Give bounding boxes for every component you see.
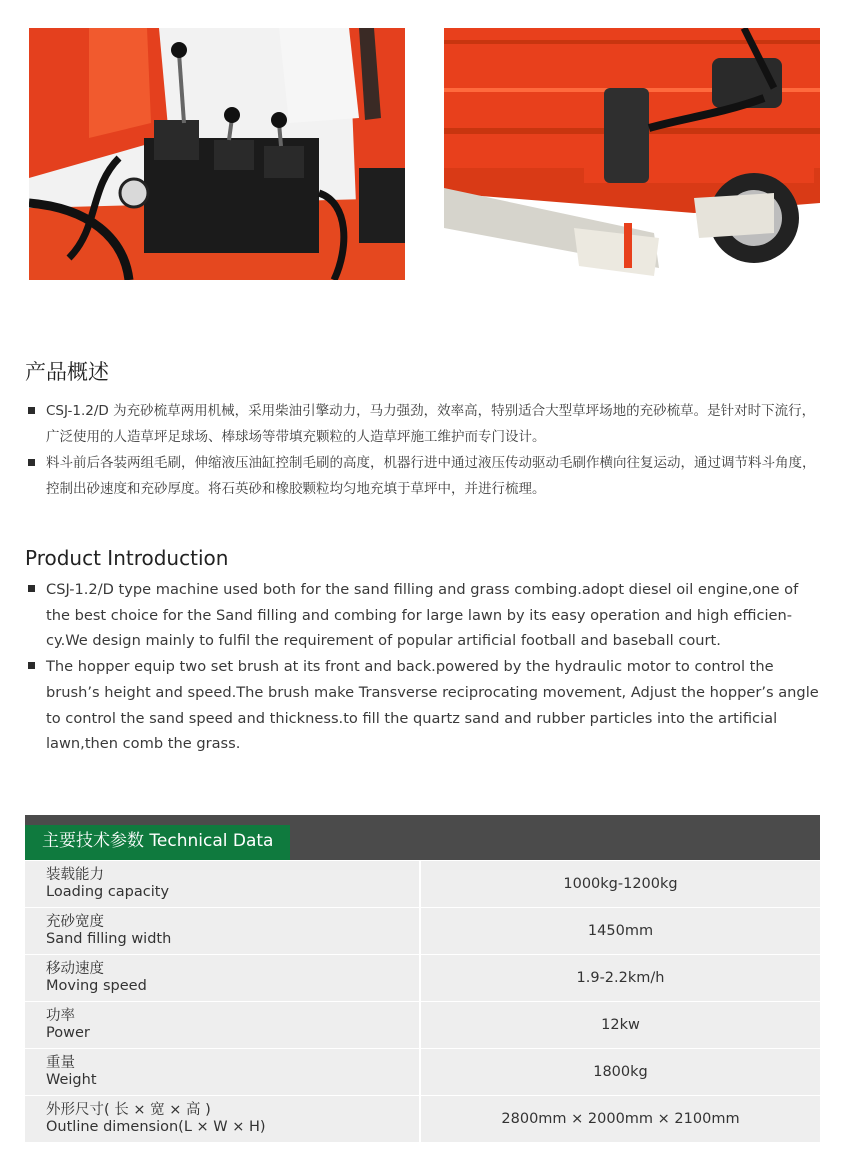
table-row	[25, 1096, 820, 1143]
list-item: The hopper equip two set brush at its front and back.powered by the hydraulic motor to control the brush’s height and speed.The brush make Transverse reciprocating movement, Adjust the hopper’s angle to control the sand speed and thickness.to fill the quartz sand and rubber particles into the artificial lawn,then comb the grass.	[25, 654, 825, 757]
table-row	[25, 1002, 820, 1049]
param-label: 装载能力 Loading capacity	[25, 861, 420, 908]
technical-data-header	[25, 815, 820, 860]
overview-title-en: Product Introduction	[25, 546, 229, 570]
param-label: 充砂宽度 Sand filling width	[25, 908, 420, 955]
control-cab-photo	[29, 28, 405, 280]
overview-list-en	[25, 577, 825, 757]
table-row	[25, 955, 820, 1002]
square-bullet-icon	[28, 459, 35, 466]
overview-list-zh	[25, 398, 825, 502]
technical-data-title: 主要技术参数 Technical Data	[25, 825, 290, 860]
list-item: CSJ-1.2/D 为充砂梳草两用机械，采用柴油引擎动力，马力强劲，效率高，特别适合大型草坪场地的充砂梳草。是针对时下流行，广泛使用的人造草坪足球场、棒球场等带填充颗粒的人造草坪施工维护而专门设计。	[25, 398, 825, 450]
param-value: 2800mm × 2000mm × 2100mm	[420, 1096, 820, 1143]
param-value: 1.9-2.2km/h	[420, 955, 820, 1002]
param-value: 12kw	[420, 1002, 820, 1049]
table-row	[25, 861, 820, 908]
table-row	[25, 908, 820, 955]
technical-data-section	[25, 815, 820, 1142]
square-bullet-icon	[28, 585, 35, 592]
param-value: 1800kg	[420, 1049, 820, 1096]
list-item: 料斗前后各装两组毛刷，伸缩液压油缸控制毛刷的高度，机器行进中通过液压传动驱动毛刷作横向往复运动，通过调节料斗角度，控制出砂速度和充砂厚度。将石英砂和橡胶颗粒均匀地充填于草坪中，并进行梳理。	[25, 450, 825, 502]
overview-title-zh: 产品概述	[25, 360, 109, 384]
table-row	[25, 1049, 820, 1096]
param-label: 功率 Power	[25, 1002, 420, 1049]
param-label: 移动速度 Moving speed	[25, 955, 420, 1002]
param-value: 1450mm	[420, 908, 820, 955]
technical-data-table	[25, 860, 820, 1142]
param-label: 外形尺寸( 长 × 宽 × 高 ) Outline dimension(L × W × H)	[25, 1096, 420, 1143]
param-label: 重量 Weight	[25, 1049, 420, 1096]
square-bullet-icon	[28, 662, 35, 669]
square-bullet-icon	[28, 407, 35, 414]
param-value: 1000kg-1200kg	[420, 861, 820, 908]
list-item: CSJ-1.2/D type machine used both for the sand filling and grass combing.adopt diesel oil engine,one of the best choice for the Sand filling and combing for large lawn by its easy operation and high efficien-cy.We design mainly to fulfil the requirement of popular artificial football and baseball court.	[25, 577, 825, 654]
brush-assembly-photo	[444, 28, 820, 280]
